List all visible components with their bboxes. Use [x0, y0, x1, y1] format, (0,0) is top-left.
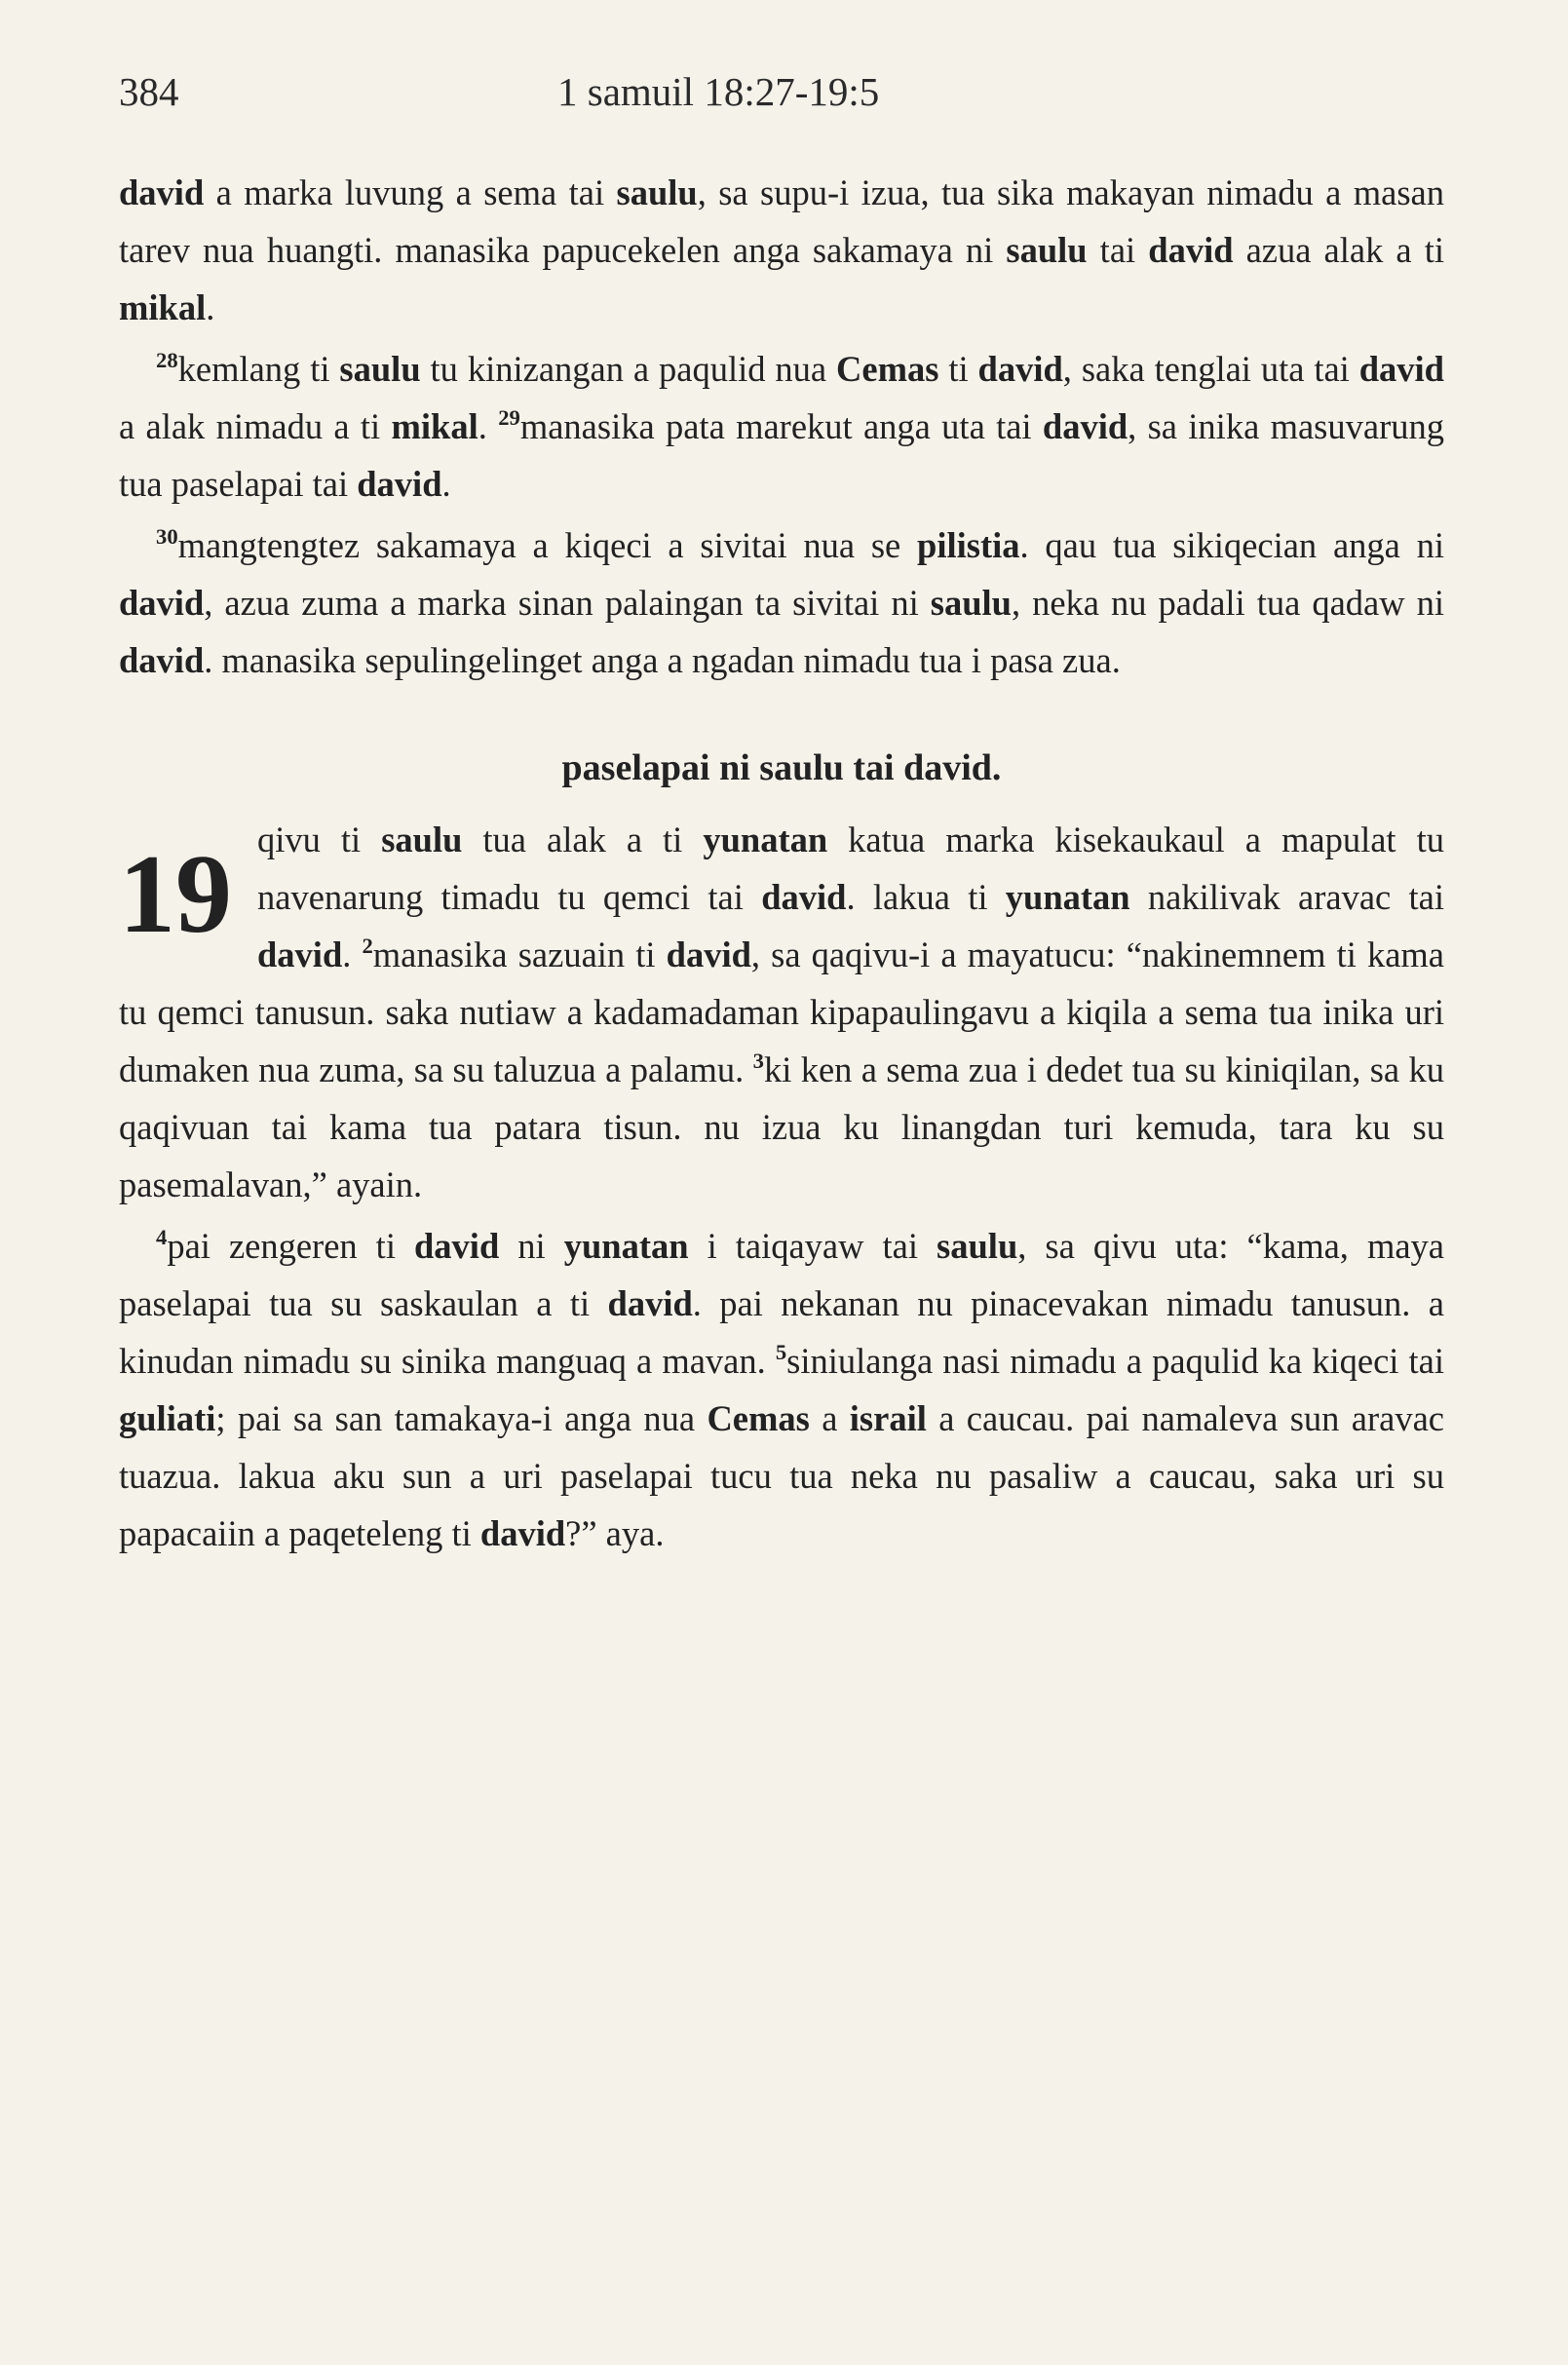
proper-name: david [119, 583, 205, 623]
proper-name: david [607, 1283, 693, 1323]
proper-name: david [761, 877, 847, 917]
proper-name: saulu [616, 172, 698, 212]
verse-number: 2 [362, 933, 373, 958]
verse-number: 28 [156, 347, 178, 372]
proper-name: david [119, 172, 205, 212]
proper-name: saulu [937, 1226, 1018, 1266]
page-number: 384 [119, 69, 179, 114]
proper-name: yunatan [703, 820, 828, 859]
proper-name: david [977, 349, 1063, 389]
proper-name: david [1358, 349, 1444, 389]
proper-name: Cemas [836, 349, 939, 389]
chapter-verse-reference: 1 samuil 18:27-19:5 [557, 69, 880, 114]
proper-name: israil [849, 1398, 927, 1438]
proper-name: david [119, 640, 205, 680]
proper-name: david [414, 1226, 500, 1266]
verse-number: 3 [752, 1048, 764, 1073]
proper-name: david [1148, 230, 1234, 270]
proper-name: david [1042, 406, 1128, 446]
verse-number: 30 [156, 523, 178, 549]
section-heading: paselapai ni saulu tai david. [561, 747, 1002, 788]
proper-name: david [257, 935, 343, 974]
running-header [119, 68, 1454, 127]
proper-name: Cemas [707, 1398, 810, 1438]
proper-name: pilistia [917, 525, 1020, 565]
verse-number: 5 [775, 1339, 787, 1364]
chapter-number: 19 [119, 832, 232, 957]
paragraph-18-28: $^{28}$kemlang ti saulu tu kinizangan a paqulid nua Cemas ti david, saka tenglai uta tai david a alak nimadu a ti mikal. $^{29}$manasika pata marekut anga uta tai david, sa inika masuvarung tua paselapai tai david. [119, 347, 1444, 504]
proper-name: david [357, 464, 442, 504]
verse-number: 4 [156, 1224, 168, 1249]
proper-name: saulu [930, 583, 1012, 623]
chapter-19-block [119, 811, 1444, 1562]
proper-name: mikal [391, 406, 478, 446]
paragraph-19-4: $^4$pai zengeren ti david ni yunatan i taiqayaw tai saulu, sa qivu uta: “kama, maya paselapai tua su saskaulan a ti david. pai nekanan nu pinacevakan nimadu tanusun. a kinudan nimadu su sinika manguaq a mavan. $^5$siniulanga nasi nimadu a paqulid ka kiqeci tai guliati; pai sa san tamakaya-i anga nua Cemas a israil a caucau. pai namaleva sun aravac tuazua. lakua aku sun a uri paselapai tucu tua neka nu pasaliw a caucau, saka uri su papacaiin a paqeteleng ti david?” aya. [119, 1224, 1445, 1553]
proper-name: david [666, 935, 751, 974]
proper-name: saulu [1006, 230, 1088, 270]
paragraph-18-27: david a marka luvung a sema tai saulu, sa supu-i izua, tua sika makayan nimadu a masan tarev nua huangti. manasika papucekelen anga sakamaya ni saulu tai david azua alak a ti mikal. [119, 172, 1444, 327]
proper-name: saulu [339, 349, 421, 389]
proper-name: yunatan [1005, 877, 1130, 917]
proper-name: yunatan [563, 1226, 689, 1266]
verse-number: 29 [498, 404, 520, 430]
paragraph-18-30: $^{30}$mangtengtez sakamaya a kiqeci a sivitai nua se pilistia. qau tua sikiqecian anga ni david, azua zuma a marka sinan palaingan ta sivitai ni saulu, neka nu padali tua qadaw ni david. manasika sepulingelinget anga a ngadan nimadu tua i pasa zua. [119, 523, 1445, 680]
proper-name: guliati [119, 1398, 216, 1438]
page-body [119, 164, 1444, 1562]
proper-name: saulu [381, 820, 463, 859]
proper-name: mikal [119, 287, 207, 327]
paragraph-19-1: qivu ti saulu tua alak a ti yunatan katua marka kisekaukaul a mapulat tu navenarung timadu tu qemci tai david. lakua ti yunatan nakilivak aravac tai david. $^2$manasika sazuain ti david, sa qaqivu-i a mayatucu: “nakinemnem ti kama tu qemci tanusun. saka nutiaw a kadamadaman kipapaulingavu a kiqila a sema tua inika uri dumaken nua zuma, sa su taluzua a palamu. $^3$ki ken a sema zua i dedet tua su kiniqilan, sa ku qaqivuan tai kama tua patara tisun. nu izua ku linangdan turi kemuda, tara ku su pasemalavan,” ayain. [119, 820, 1445, 1204]
proper-name: david [479, 1513, 566, 1553]
